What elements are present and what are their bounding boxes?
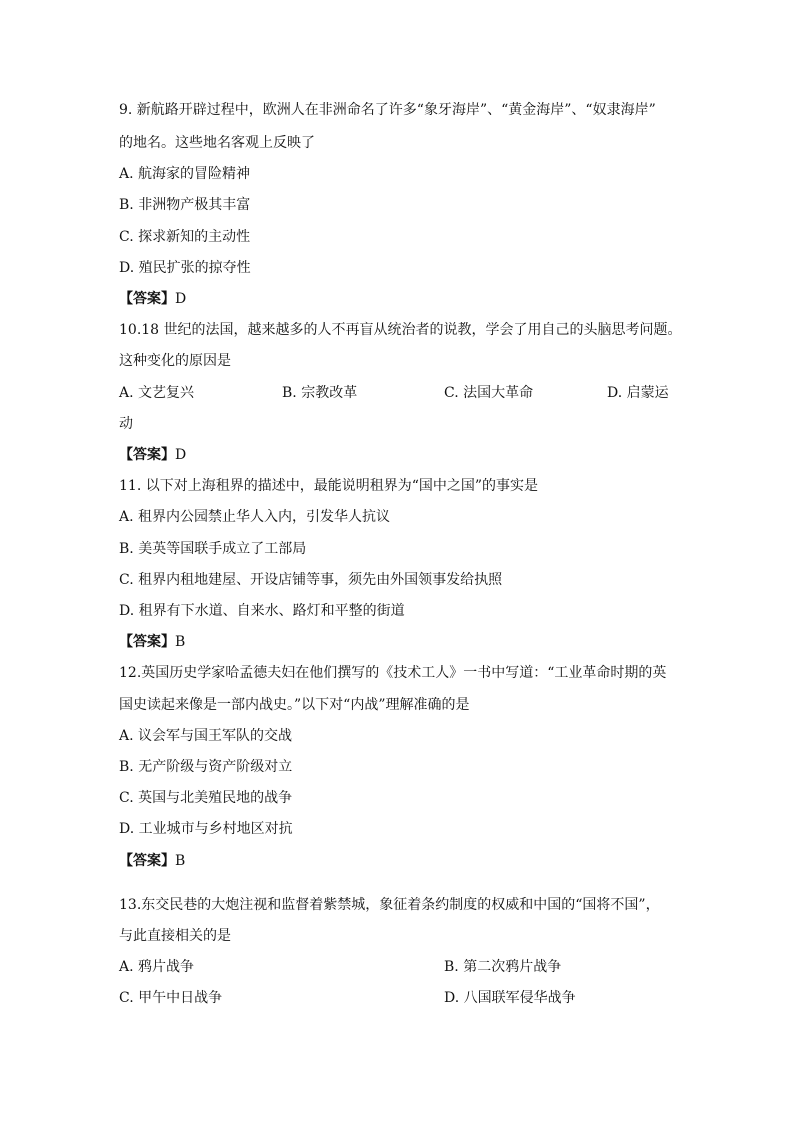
- q12-option-b: B. 无产阶级与资产阶级对立: [119, 759, 293, 775]
- q13-option-a: A. 鸦片战争: [119, 959, 195, 975]
- q9-option-c: C. 探求新知的主动性: [119, 229, 251, 245]
- q10-stem-line1: 10.18 世纪的法国，越来越多的人不再盲从统治者的说教，学会了用自己的头脑思考问题。: [119, 322, 682, 338]
- q10-option-a: A. 文艺复兴: [119, 385, 195, 401]
- q12-answer-label: 【答案】: [119, 853, 175, 869]
- q11-option-d: D. 租界有下水道、自来水、路灯和平整的街道: [119, 603, 405, 619]
- q12-answer-value: B: [175, 853, 186, 869]
- q11-answer-label: 【答案】: [119, 634, 175, 650]
- q11-option-b: B. 美英等国联手成立了工部局: [119, 541, 307, 557]
- q9-stem-line1: 9. 新航路开辟过程中，欧洲人在非洲命名了许多“象牙海岸”、“黄金海岸”、“奴隶海岸”: [119, 102, 656, 118]
- q9-option-a: A. 航海家的冒险精神: [119, 166, 251, 182]
- q13-stem-line1: 13.东交民巷的大炮注视和监督着紫禁城，象征着条约制度的权威和中国的“国将不国”，: [119, 897, 660, 913]
- q9-answer-label: 【答案】: [119, 291, 175, 307]
- q12-stem-line2: 国史读起来像是一部内战史。”以下对“内战”理解准确的是: [119, 697, 470, 713]
- q9-stem-line2: 的地名。这些地名客观上反映了: [119, 135, 315, 151]
- q9-answer: [119, 289, 186, 309]
- q12-answer: [119, 851, 185, 871]
- q11-answer: [119, 632, 185, 652]
- q10-answer-value: D: [175, 447, 187, 463]
- q13-option-b: B. 第二次鸦片战争: [444, 959, 562, 975]
- q9-option-d: D. 殖民扩张的掠夺性: [119, 260, 251, 276]
- q10-answer: [119, 445, 186, 465]
- q12-option-d: D. 工业城市与乡村地区对抗: [119, 821, 293, 837]
- q9-answer-value: D: [175, 291, 187, 307]
- q10-option-c: C. 法国大革命: [444, 385, 534, 401]
- q12-option-c: C. 英国与北美殖民地的战争: [119, 790, 293, 806]
- q10-stem-line2: 这种变化的原因是: [119, 353, 231, 369]
- q10-option-d: D. 启蒙运: [607, 385, 669, 401]
- q12-stem-line1: 12.英国历史学家哈孟德夫妇在他们撰写的《技术工人》一书中写道：“工业革命时期的英: [119, 665, 667, 681]
- q11-option-a: A. 租界内公园禁止华人入内，引发华人抗议: [119, 509, 391, 525]
- q11-stem-line1: 11. 以下对上海租界的描述中，最能说明租界为“国中之国”的事实是: [119, 478, 539, 494]
- q10-option-d-wrap: 动: [119, 416, 133, 432]
- q13-option-c: C. 甲午中日战争: [119, 990, 223, 1006]
- q11-option-c: C. 租界内租地建屋、开设店铺等事，须先由外国领事发给执照: [119, 572, 503, 588]
- q13-option-d: D. 八国联军侵华战争: [444, 990, 576, 1006]
- q12-option-a: A. 议会军与国王军队的交战: [119, 728, 293, 744]
- q13-stem-line2: 与此直接相关的是: [119, 928, 231, 944]
- q11-answer-value: B: [175, 634, 186, 650]
- q9-option-b: B. 非洲物产极其丰富: [119, 197, 251, 213]
- q10-option-b: B. 宗教改革: [282, 385, 358, 401]
- q10-answer-label: 【答案】: [119, 447, 175, 463]
